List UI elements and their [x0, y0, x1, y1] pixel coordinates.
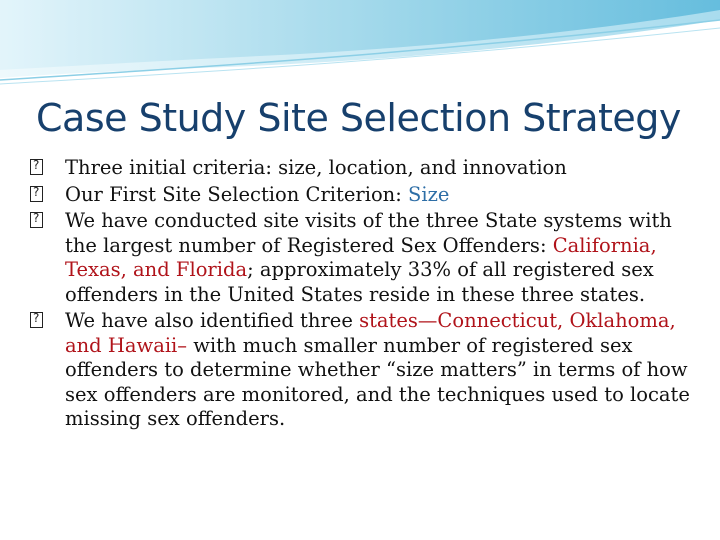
slide-title: Case Study Site Selection Strategy	[36, 96, 681, 140]
bullet-text: We have also identified three	[65, 309, 360, 332]
bullet-item	[30, 209, 690, 307]
bullet-list	[30, 156, 690, 434]
missing-glyph-box-icon	[30, 212, 43, 228]
bullet-text: Our First Site Selection Criterion:	[65, 182, 409, 206]
missing-glyph-box-icon	[30, 312, 43, 328]
bullet-text: with much smaller number of registered sex offenders to determine whether “size matters” in terms of how sex offenders are monitored, and the techniques used to locate missing sex offenders.	[65, 333, 690, 430]
header-wave-decoration	[0, 0, 720, 90]
highlight-small-states: states—Connecticut, Oklahoma, and Hawaii–	[65, 309, 676, 357]
highlight-large-states: California, Texas, and Florida	[65, 233, 657, 281]
bullet-text: ; approximately 33% of all registered sex offenders in the United States reside in these three states.	[65, 258, 654, 306]
missing-glyph-box-icon	[30, 186, 43, 202]
bullet-item	[30, 309, 690, 432]
bullet-item	[30, 183, 690, 208]
bullet-text: We have conducted site visits of the three State systems with the largest number of Registered Sex Offenders:	[65, 209, 672, 257]
bullet-text: Three initial criteria: size, location, and innovation	[65, 156, 567, 179]
bullet-item	[30, 156, 690, 181]
missing-glyph-box-icon	[30, 159, 43, 175]
highlight-size: Size	[408, 182, 450, 206]
